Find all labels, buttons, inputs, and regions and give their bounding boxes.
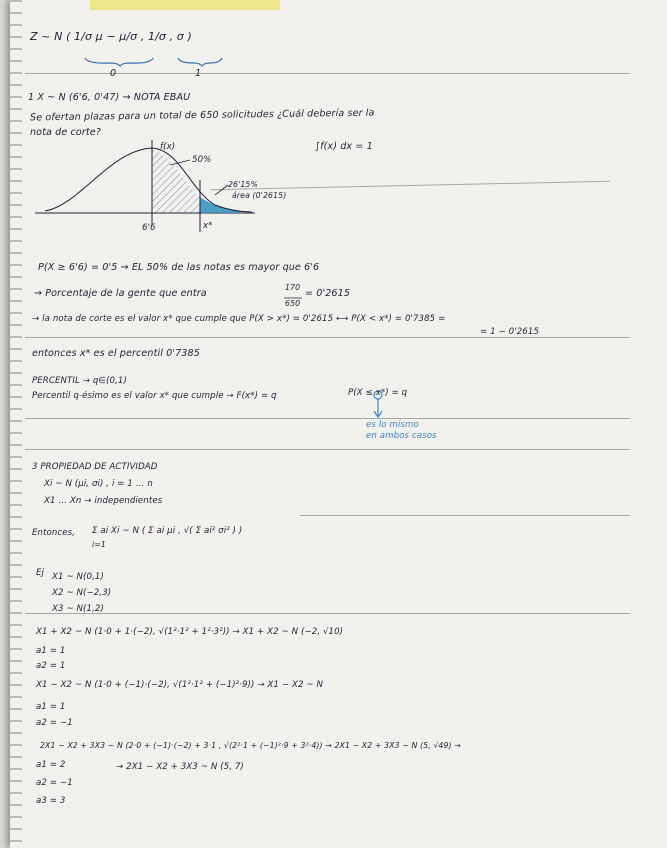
section3-sum-index: i=1 [92,540,106,549]
example-a1: a1 = 1 [36,646,66,656]
example-x3: X3 ~ N(1,2) [52,604,104,614]
example-b1: a1 = 1 [36,702,66,712]
example-b2: a2 = −1 [36,718,73,728]
section1-question-line1: Se ofertan plazas para un total de 650 solicitudes ¿Cuál debería ser la [29,107,375,124]
graph-percent-label: 26'15% [228,180,258,189]
example-c1: a1 = 2 [36,760,66,770]
graph-area-label: área (0'2615) [232,191,287,200]
example-eq2: X1 − X2 ~ N (1·0 + (−1)·(−2), √(1²·1² + (−1)²·9)) → X1 − X2 ~ N [36,680,324,690]
example-a2: a2 = 1 [36,661,66,671]
graph-50-label: 50% [192,155,212,165]
fraction-denominator: 650 [285,299,301,308]
section1-heading: 1 X ~ N (6'6, 0'47) → NOTA EBAU [28,92,191,103]
percentile-def: PERCENTIL → q∈(0,1) [32,376,127,386]
note-same-line2: en ambos casos [366,431,437,441]
example-c3: a3 = 3 [36,796,66,806]
section1-line-p4: entonces x* es el percentil 0'7385 [32,348,200,359]
section1-line-p2: → Porcentaje de la gente que entra [34,288,207,299]
example-x1: X1 ~ N(0,1) [52,572,104,582]
section3-sum-formula: Σ ai Xi ~ N ( Σ ai μi , √( Σ ai² σi² ) ) [92,526,243,536]
brace-label-1: 1 [195,68,202,79]
brace-label-0: 0 [110,68,117,79]
section3-line2: X1 … Xn → independientes [44,496,163,506]
section3-entonces: Entonces, [32,528,76,538]
section1-line-p1: P(X ≥ 6'6) = 0'5 → EL 50% de las notas es mayor que 6'6 [38,262,320,273]
example-label: Ej [36,568,45,578]
top-formula: Z ~ N ( 1/σ μ − μ/σ , 1/σ , σ ) [30,30,192,43]
graph-fx-label: f(x) [160,142,176,152]
section1-question-line2: nota de corte? [30,127,101,138]
example-eq3: 2X1 − X2 + 3X3 ~ N (2·0 + (−1)·(−2) + 3·1 , √(2²·1 + (−1)²·9 + 3²·4)) → 2X1 − X2 + 3X3 ~ N (5, √49) → [40,741,461,750]
section3-line1: Xi ~ N (μi, σi) , i = 1 … n [44,479,153,489]
example-x2: X2 ~ N(−2,3) [52,588,112,598]
fraction-result: = 0'2615 [305,288,351,299]
section3-heading: 3 PROPIEDAD DE ACTIVIDAD [32,462,158,472]
note-same-line1: es lo mismo [366,420,419,430]
integral-note: ∫f(x) dx = 1 [315,141,373,152]
example-c2: a2 = −1 [36,778,73,788]
section1-line-p3b: = 1 − 0'2615 [480,327,539,337]
percentile-q-def: Percentil q-ésimo es el valor x* que cumple → F(x*) = q [32,391,277,401]
graph-mean-label: 6'6 [142,223,156,233]
percentile-prob: P(X ≤ x*) = q [348,388,408,398]
example-eq1: X1 + X2 ~ N (1·0 + 1·(−2), √(1²·1² + 1²·3²)) → X1 + X2 ~ N (−2, √10) [36,627,344,637]
section1-line-p3: → la nota de corte es el valor x* que cumple que P(X > x*) = 0'2615 ⟷ P(X < x*) = 0'7385 = [32,314,446,324]
fraction-numerator: 170 [285,283,301,292]
graph-xstar-label: x* [203,221,213,231]
example-eq4: → 2X1 − X2 + 3X3 ~ N (5, 7) [116,762,244,772]
